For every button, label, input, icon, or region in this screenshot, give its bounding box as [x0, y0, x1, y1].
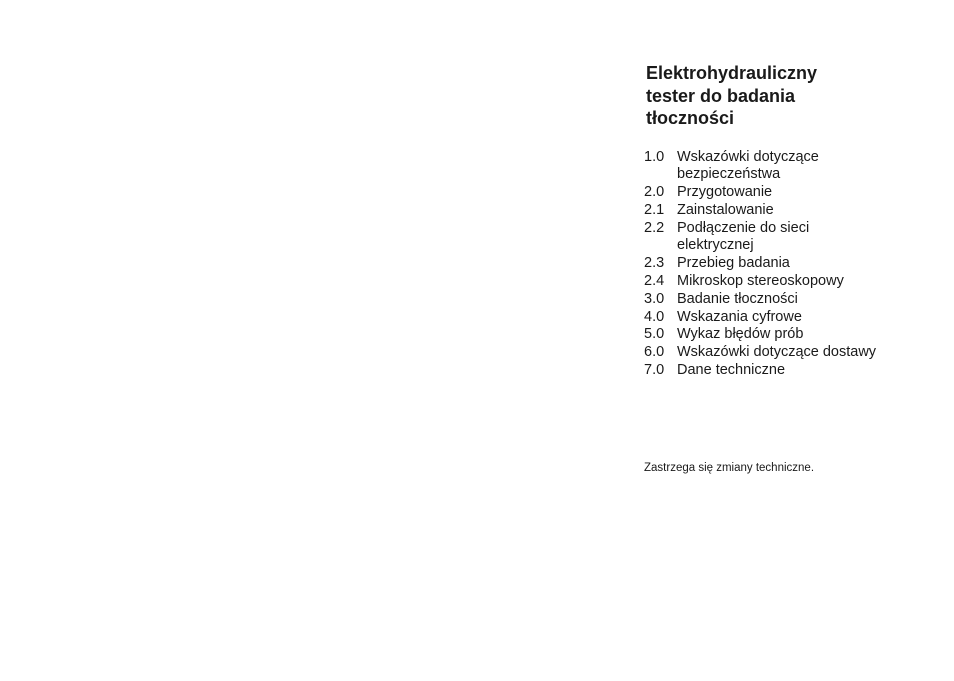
toc-item — [644, 255, 934, 273]
toc-item — [644, 149, 934, 185]
toc-label: Wykaz błędów prób — [677, 326, 804, 343]
toc-item — [644, 309, 934, 327]
toc-item — [644, 202, 934, 220]
toc-label: Podłączenie do sieci elektrycznej — [677, 219, 810, 254]
toc-item — [644, 326, 934, 344]
toc-number: 3.0 — [644, 290, 665, 307]
toc-label: Zainstalowanie — [677, 201, 774, 218]
toc-item — [644, 362, 934, 380]
table-of-contents — [644, 149, 934, 380]
toc-number: 2.0 — [644, 184, 665, 201]
toc-label: Mikroskop stereoskopowy — [677, 273, 844, 290]
toc-item — [644, 344, 934, 362]
toc-item — [644, 291, 934, 309]
title-line: tłoczności — [646, 108, 735, 128]
toc-label: Wskazówki dotyczące bezpieczeństwa — [677, 148, 819, 183]
document-title — [646, 62, 934, 130]
toc-number: 2.3 — [644, 255, 665, 272]
content-column — [644, 62, 934, 380]
toc-number: 7.0 — [644, 362, 665, 379]
technical-changes-note: Zastrzega się zmiany techniczne. — [644, 462, 815, 474]
toc-number: 4.0 — [644, 308, 665, 325]
title-line: tester do badania — [646, 85, 796, 106]
toc-number: 5.0 — [644, 326, 665, 343]
toc-label: Przygotowanie — [677, 184, 773, 201]
toc-item — [644, 220, 934, 256]
toc-label: Przebieg badania — [677, 255, 790, 272]
toc-label: Wskazówki dotyczące dostawy — [677, 344, 877, 361]
toc-item — [644, 273, 934, 291]
toc-number: 2.4 — [644, 273, 665, 290]
toc-number: 1.0 — [644, 148, 665, 165]
toc-number: 2.1 — [644, 201, 665, 218]
toc-label: Dane techniczne — [677, 362, 786, 379]
toc-label: Wskazania cyfrowe — [677, 308, 802, 325]
title-line: Elektrohydrauliczny — [646, 63, 818, 83]
toc-number: 2.2 — [644, 219, 665, 236]
toc-label: Badanie tłoczności — [677, 290, 798, 307]
toc-number: 6.0 — [644, 344, 665, 361]
toc-item — [644, 184, 934, 202]
